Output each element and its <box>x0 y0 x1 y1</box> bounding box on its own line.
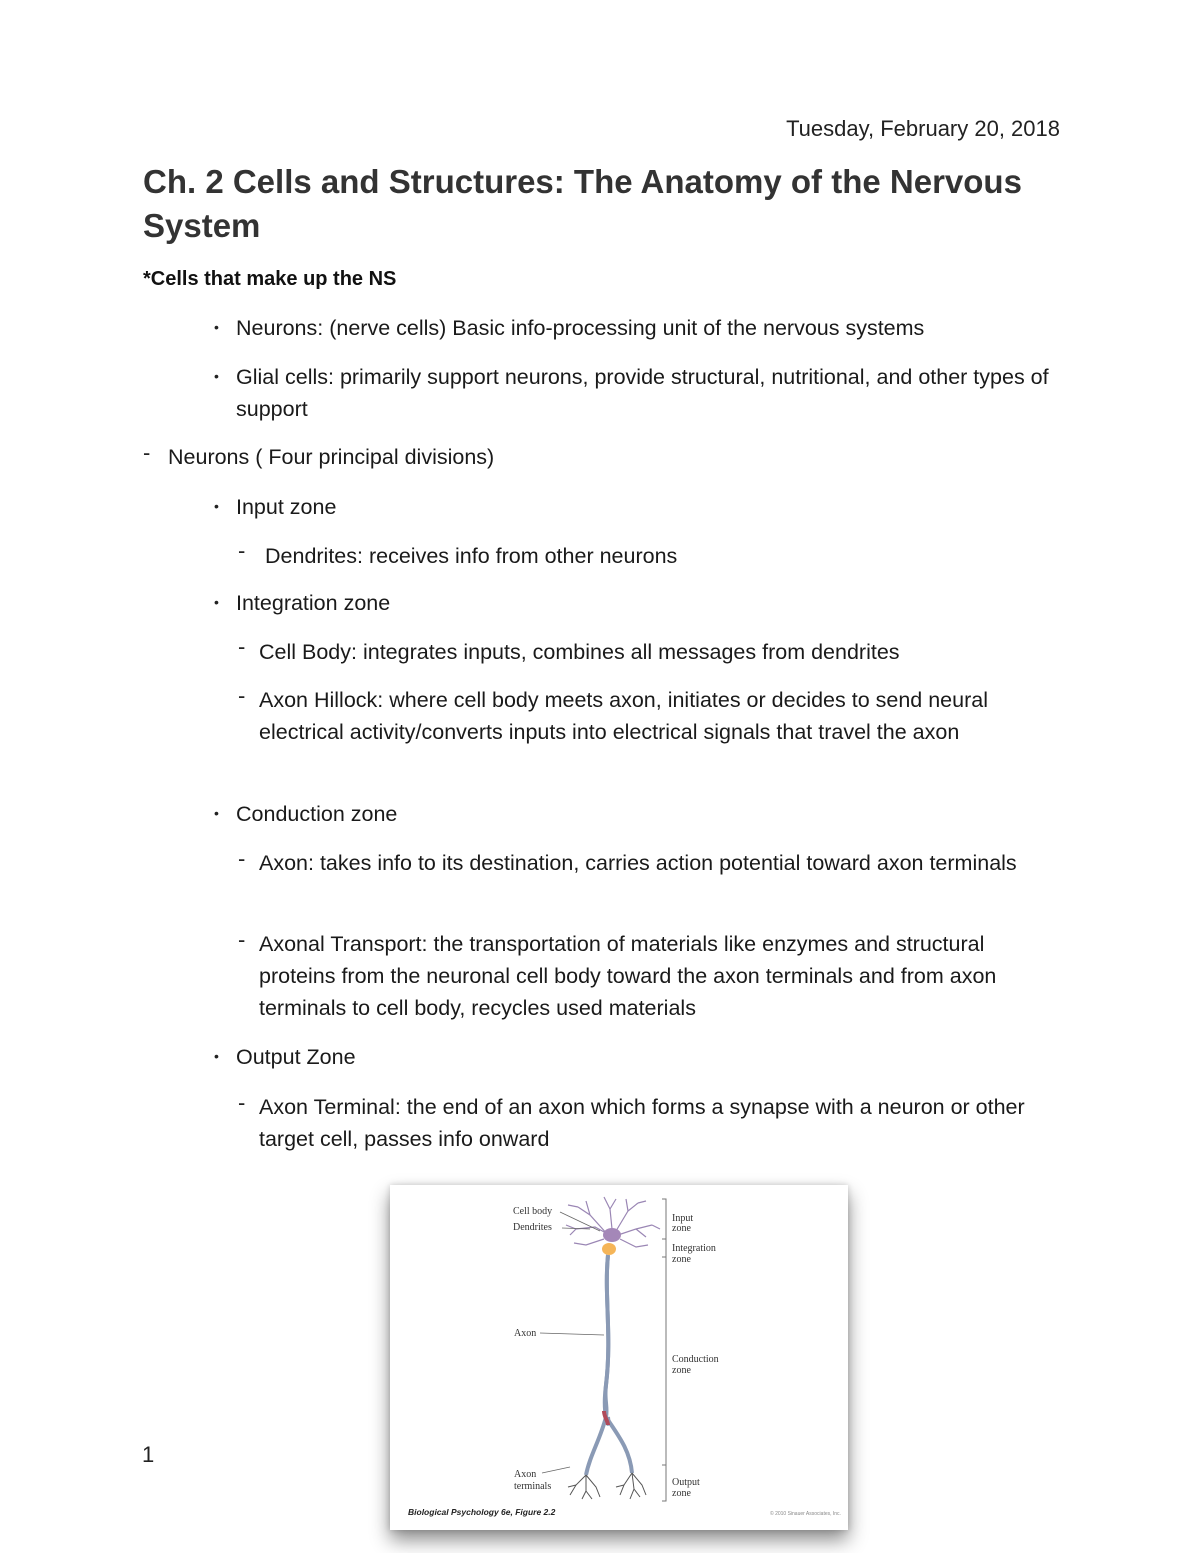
item-dendrites: Dendrites: receives info from other neurons <box>265 544 678 568</box>
zone-output: Output Zone <box>236 1045 356 1069</box>
note-date: Tuesday, February 20, 2018 <box>786 116 1060 141</box>
neuron-figure <box>390 1185 848 1530</box>
label-integration-1: Integration <box>672 1243 716 1254</box>
neurons-heading: Neurons ( Four principal divisions) <box>168 445 495 469</box>
label-output-1: Output <box>672 1477 700 1488</box>
label-axon: Axon <box>514 1328 537 1339</box>
cell-body-shape <box>603 1228 621 1242</box>
item-axon-terminal: Axon Terminal: the end of an axon which forms a synapse with a neuron or other target cell, passes info onward <box>259 1095 1025 1151</box>
zone-input: Input zone <box>236 495 337 519</box>
axon-branch-right <box>606 1417 632 1473</box>
list-item-neurons: Neurons: (nerve cells) Basic info-processing unit of the nervous systems <box>236 316 925 340</box>
dash-icon: - <box>238 1090 246 1115</box>
zone-brackets <box>662 1199 666 1501</box>
item-cell-body: Cell Body: integrates inputs, combines all messages from dendrites <box>259 640 900 664</box>
page-number: 1 <box>142 1442 155 1467</box>
label-conduction-2: zone <box>672 1365 691 1376</box>
zone-integration: Integration zone <box>236 591 391 615</box>
bullet-icon: • <box>214 805 219 821</box>
dash-icon: - <box>238 538 246 563</box>
label-integration-2: zone <box>672 1254 691 1265</box>
label-input-1: Input <box>672 1213 694 1224</box>
dash-icon: - <box>238 927 246 952</box>
label-cell-body: Cell body <box>513 1206 553 1217</box>
neuron-diagram <box>390 1185 848 1530</box>
item-axon: Axon: takes info to its destination, carries action potential toward axon terminals <box>259 851 1017 875</box>
item-axon-hillock: Axon Hillock: where cell body meets axon, initiates or decides to send neural electrical activity/converts inputs into electrical signals that travel the axon <box>259 688 988 744</box>
axon-hillock-shape <box>602 1243 616 1255</box>
list-item-glial-cells: Glial cells: primarily support neurons, provide structural, nutritional, and other types of support <box>236 365 1049 421</box>
page-title: Ch. 2 Cells and Structures: The Anatomy of the Nervous System <box>143 163 1022 244</box>
label-input-2: zone <box>672 1223 691 1234</box>
label-output-2: zone <box>672 1488 691 1499</box>
label-dendrites: Dendrites <box>513 1222 552 1233</box>
bullet-icon: • <box>214 498 219 514</box>
dash-icon: - <box>238 634 246 659</box>
label-leader-lines <box>540 1212 604 1473</box>
figure-caption: Biological Psychology 6e, Figure 2.2 <box>408 1507 556 1517</box>
label-axon-terminals-2: terminals <box>514 1481 552 1492</box>
dash-icon: - <box>238 846 246 871</box>
item-axonal-transport: Axonal Transport: the transportation of materials like enzymes and structural proteins from the neuronal cell body toward the axon terminals and from axon terminals to cell body, recycles used materials <box>259 932 997 1020</box>
zone-conduction: Conduction zone <box>236 802 398 826</box>
label-conduction-1: Conduction <box>672 1354 719 1365</box>
dash-icon: - <box>143 440 151 465</box>
bullet-icon: • <box>214 368 219 384</box>
axon-branch-left <box>586 1417 606 1475</box>
bullet-icon: • <box>214 1048 219 1064</box>
dash-icon: - <box>238 683 246 708</box>
section-subheading: *Cells that make up the NS <box>143 268 397 290</box>
bullet-icon: • <box>214 594 219 610</box>
label-axon-terminals-1: Axon <box>514 1469 537 1480</box>
bullet-icon: • <box>214 319 219 335</box>
figure-copyright: © 2010 Sinauer Associates, Inc. <box>770 1511 841 1517</box>
axon-terminals-shape <box>568 1473 646 1499</box>
